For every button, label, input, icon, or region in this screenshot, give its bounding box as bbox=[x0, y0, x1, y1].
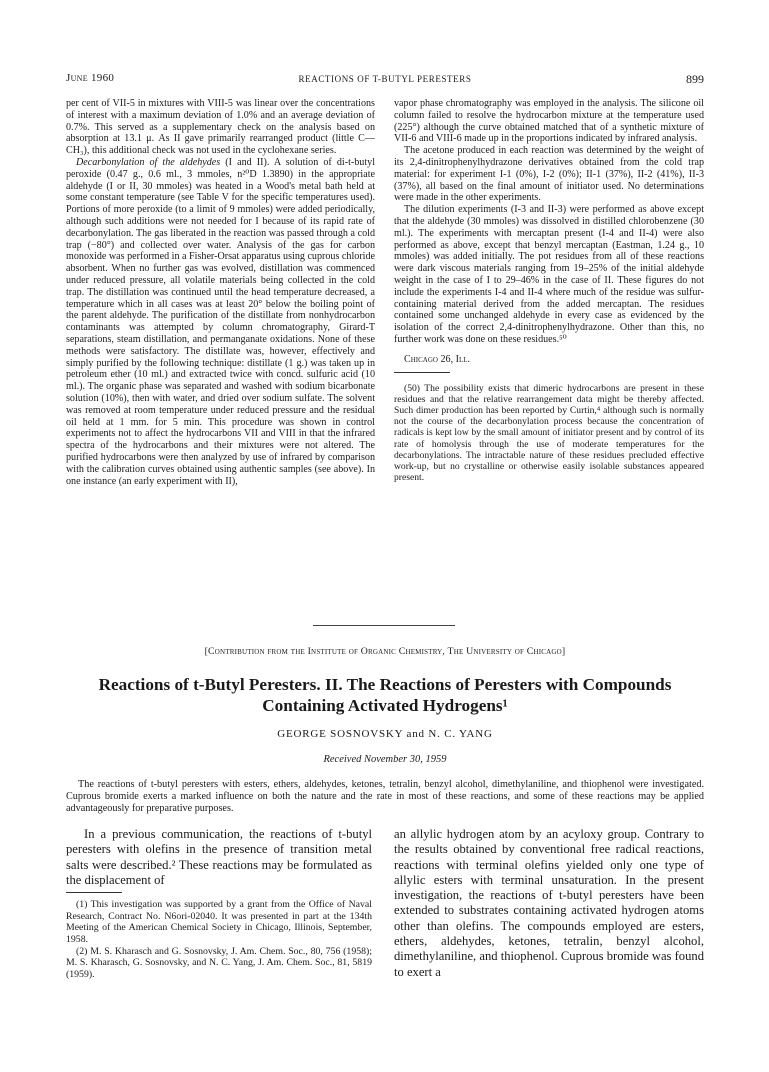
authors: GEORGE SOSNOVSKY and N. C. YANG bbox=[277, 728, 493, 740]
footnote-divider bbox=[394, 372, 450, 373]
left-column bbox=[66, 98, 375, 487]
abstract: The reactions of t-butyl peresters with esters, ethers, aldehydes, ketones, tetralin, benzyl alcohol, dimethylaniline, and thiophenol were investigated. Cuprous bromide exerts a marked influence on both the nature and the rate in most of these reactions, and some of these reactions may be applied advantageously for preparative purposes. bbox=[66, 779, 704, 814]
intro-paragraph: In a previous communication, the reactions of t-butyl peresters with olefins in the presence of transition metal salts were described.² These reactions may be formulated as the displacement of bbox=[66, 827, 372, 887]
page-number: 899 bbox=[686, 72, 704, 86]
decarbonylation-text: (I and II). A solution of di-t-butyl peroxide (0.47 g., 0.6 ml., 3 mmoles, n²⁰D 1.3890) in the appropriate aldehyde (I or II, 30 mmoles) was heated in a Wood's metal bath held at some constant temperature (see Table V for the specific temperatures used). Portions of more peroxide (to a limit of 9 mmoles) were added periodically, although such additions were not needed for I because of its rapid rate of decarbonylation. The gas liberated in the reaction was passed through a cold trap (−80°) and collected over water. Analysis of the gas for carbon monoxide was performed in a Fisher-Orsat apparatus using cuprous chloride absorbent. When no further gas was evolved, distillation was commenced under reduced pressure, all volatile materials being collected in the cold trap. The distillation was continued until the head temperature decreased, a temperature which in all cases was at least 20° below the boiling point of the parent aldehyde. The purification of the distillate from nonhydrocarbon contaminants was attempted by column chromatography, Girard-T separations, steam distillation, and permanganate oxidations. None of these methods were satisfactory. The distillate was, however, effectively and simply purified by the following technique: distillate (1 g.) was taken up in petroleum ether (10 ml.) and extracted twice with concd. sulfuric acid (10 ml.). The organic phase was separated and washed with sodium bicarbonate solution (10%), then with water, and dried over sodium sulfate. The solvent was removed at room temperature under reduced pressure and the residual oil held at 1 mm. for 5 min. This procedure was shown in control experiments not to affect the hydrocarbons VII and VIII in that the infrared spectra of the hydrocarbons and their mixtures were not altered. The purified hydrocarbons were then analyzed by use of infrared by comparison with the calibration curves obtained using authentic samples (see above). In one instance (an early experiment with II), bbox=[66, 156, 375, 487]
running-head-title: REACTIONS OF T-BUTYL PERESTERS bbox=[298, 74, 472, 84]
right-column bbox=[394, 98, 704, 483]
contribution-line: [Contribution from the Institute of Organic Chemistry, The University of Chicago] bbox=[204, 646, 566, 657]
left-paragraph-1: per cent of VII-5 in mixtures with VIII-5 was linear over the concentrations of interest with a maximum deviation of 1.0% and an average deviation of 0.7%. This served as a supplementary check on the analysis based on absorption at 13.1 μ. As II gave primarily rearranged product (little C—CH₃), this additional check was not used in the cyclohexane series. bbox=[66, 98, 375, 157]
body-right-column bbox=[394, 827, 704, 980]
running-head bbox=[66, 72, 704, 86]
footnote-1: (1) This investigation was supported by a grant from the Office of Naval Research, Contract No. N6ori-02040. It was presented in part at the 134th Meeting of the American Chemical Society in Chicago, Illinois, September, 1958. bbox=[66, 899, 372, 945]
running-head-date: June 1960 bbox=[66, 72, 115, 84]
received-date: Received November 30, 1959 bbox=[323, 754, 447, 765]
footnote-2: (2) M. S. Kharasch and G. Sosnovsky, J. Am. Chem. Soc., 80, 756 (1958); M. S. Kharasch, G. Sosnovsky, and N. C. Yang, J. Am. Chem. Soc., 81, 5819 (1959). bbox=[66, 945, 372, 980]
article-title-line-1: Reactions of t-Butyl Peresters. II. The Reactions of Peresters with Compounds bbox=[98, 675, 672, 694]
left-paragraph-2 bbox=[66, 157, 375, 487]
article-title-line-2: Containing Activated Hydrogens¹ bbox=[262, 696, 508, 715]
right-paragraph-1: vapor phase chromatography was employed in the analysis. The silicone oil column failed to resolve the hydrocarbon mixture at the temperature used (225°) although the curve obtained matched that of a synthetic mixture of VII-6 and VIII-6 made up in the proportions indicated by infrared analysis. bbox=[394, 98, 704, 145]
right-paragraph-2: The acetone produced in each reaction was determined by the weight of its 2,4-dinitrophenylhydrazone derivatives obtained from the cold trap material: for experiment I-1 (0%), I-2 (0%); II-1 (37%), II-2 (41%), II-3 (37%), all based on the final amount of initiator used. No determinations were made in the other experiments. bbox=[394, 145, 704, 204]
footnotes bbox=[66, 899, 372, 980]
section-heading-decarbonylation: Decarbonylation of the aldehydes bbox=[76, 156, 221, 168]
body-left-column bbox=[66, 827, 372, 980]
footnote-rule bbox=[66, 892, 122, 893]
footnote-50: (50) The possibility exists that dimeric hydrocarbons are present in these residues and that the relative rearrangement data might be thereby affected. Such dimer production has been reported by Curtin,⁴ although such is normally not the course of the decarbonylation process because the concentration of radicals is kept low by the small amount of initiator present and by control of its rate of homolysis through the use of moderate temperatures for the decarbonylations. The intractable nature of these residues precluded effective work-up, but no crystalline or otherwise easily isolable substances appeared present. bbox=[394, 382, 704, 484]
article-title bbox=[66, 674, 704, 716]
city-line: Chicago 26, Ill. bbox=[404, 353, 471, 365]
intro-paragraph-continued: an allylic hydrogen atom by an acyloxy group. Contrary to the results obtained by conventional free radical reactions, reactions with terminal olefins yielded only one type of allylic esters with terminal unsaturation. In the present investigation, the reactions of t-butyl peresters have been extended to substrates containing activated hydrogen atoms other than olefins. The compounds employed are esters, ethers, aldehydes, ketones, tetralin, benzyl alcohol, dimethylaniline, and thiophenol. Cuprous bromide was found to exert a bbox=[394, 827, 704, 979]
article-divider bbox=[313, 625, 455, 626]
right-paragraph-3: The dilution experiments (I-3 and II-3) were performed as above except that the aldehyde (30 mmoles) was dissolved in distilled chlorobenzene (30 ml.). The experiments with mercaptan present (I-4 and II-4) were also performed as above, except that benzyl mercaptan (Eastman, 1.24 g., 10 mmoles) was added initially. The pot residues from all of these reactions were dark viscous materials ranging from 19–25% of the initial aldehyde weight in the case of I to 29–46% in the case of II. These figures do not include the experiments I-4 and II-4 where much of the residue was sulfur-containing material derived from the added mercaptan. The residues contained some unchanged aldehyde in every case as evidenced by the isolation of the correct 2,4-dinitrophenylhydrazone. Other than this, no further work was done on these residues.⁵⁰ bbox=[394, 204, 704, 345]
